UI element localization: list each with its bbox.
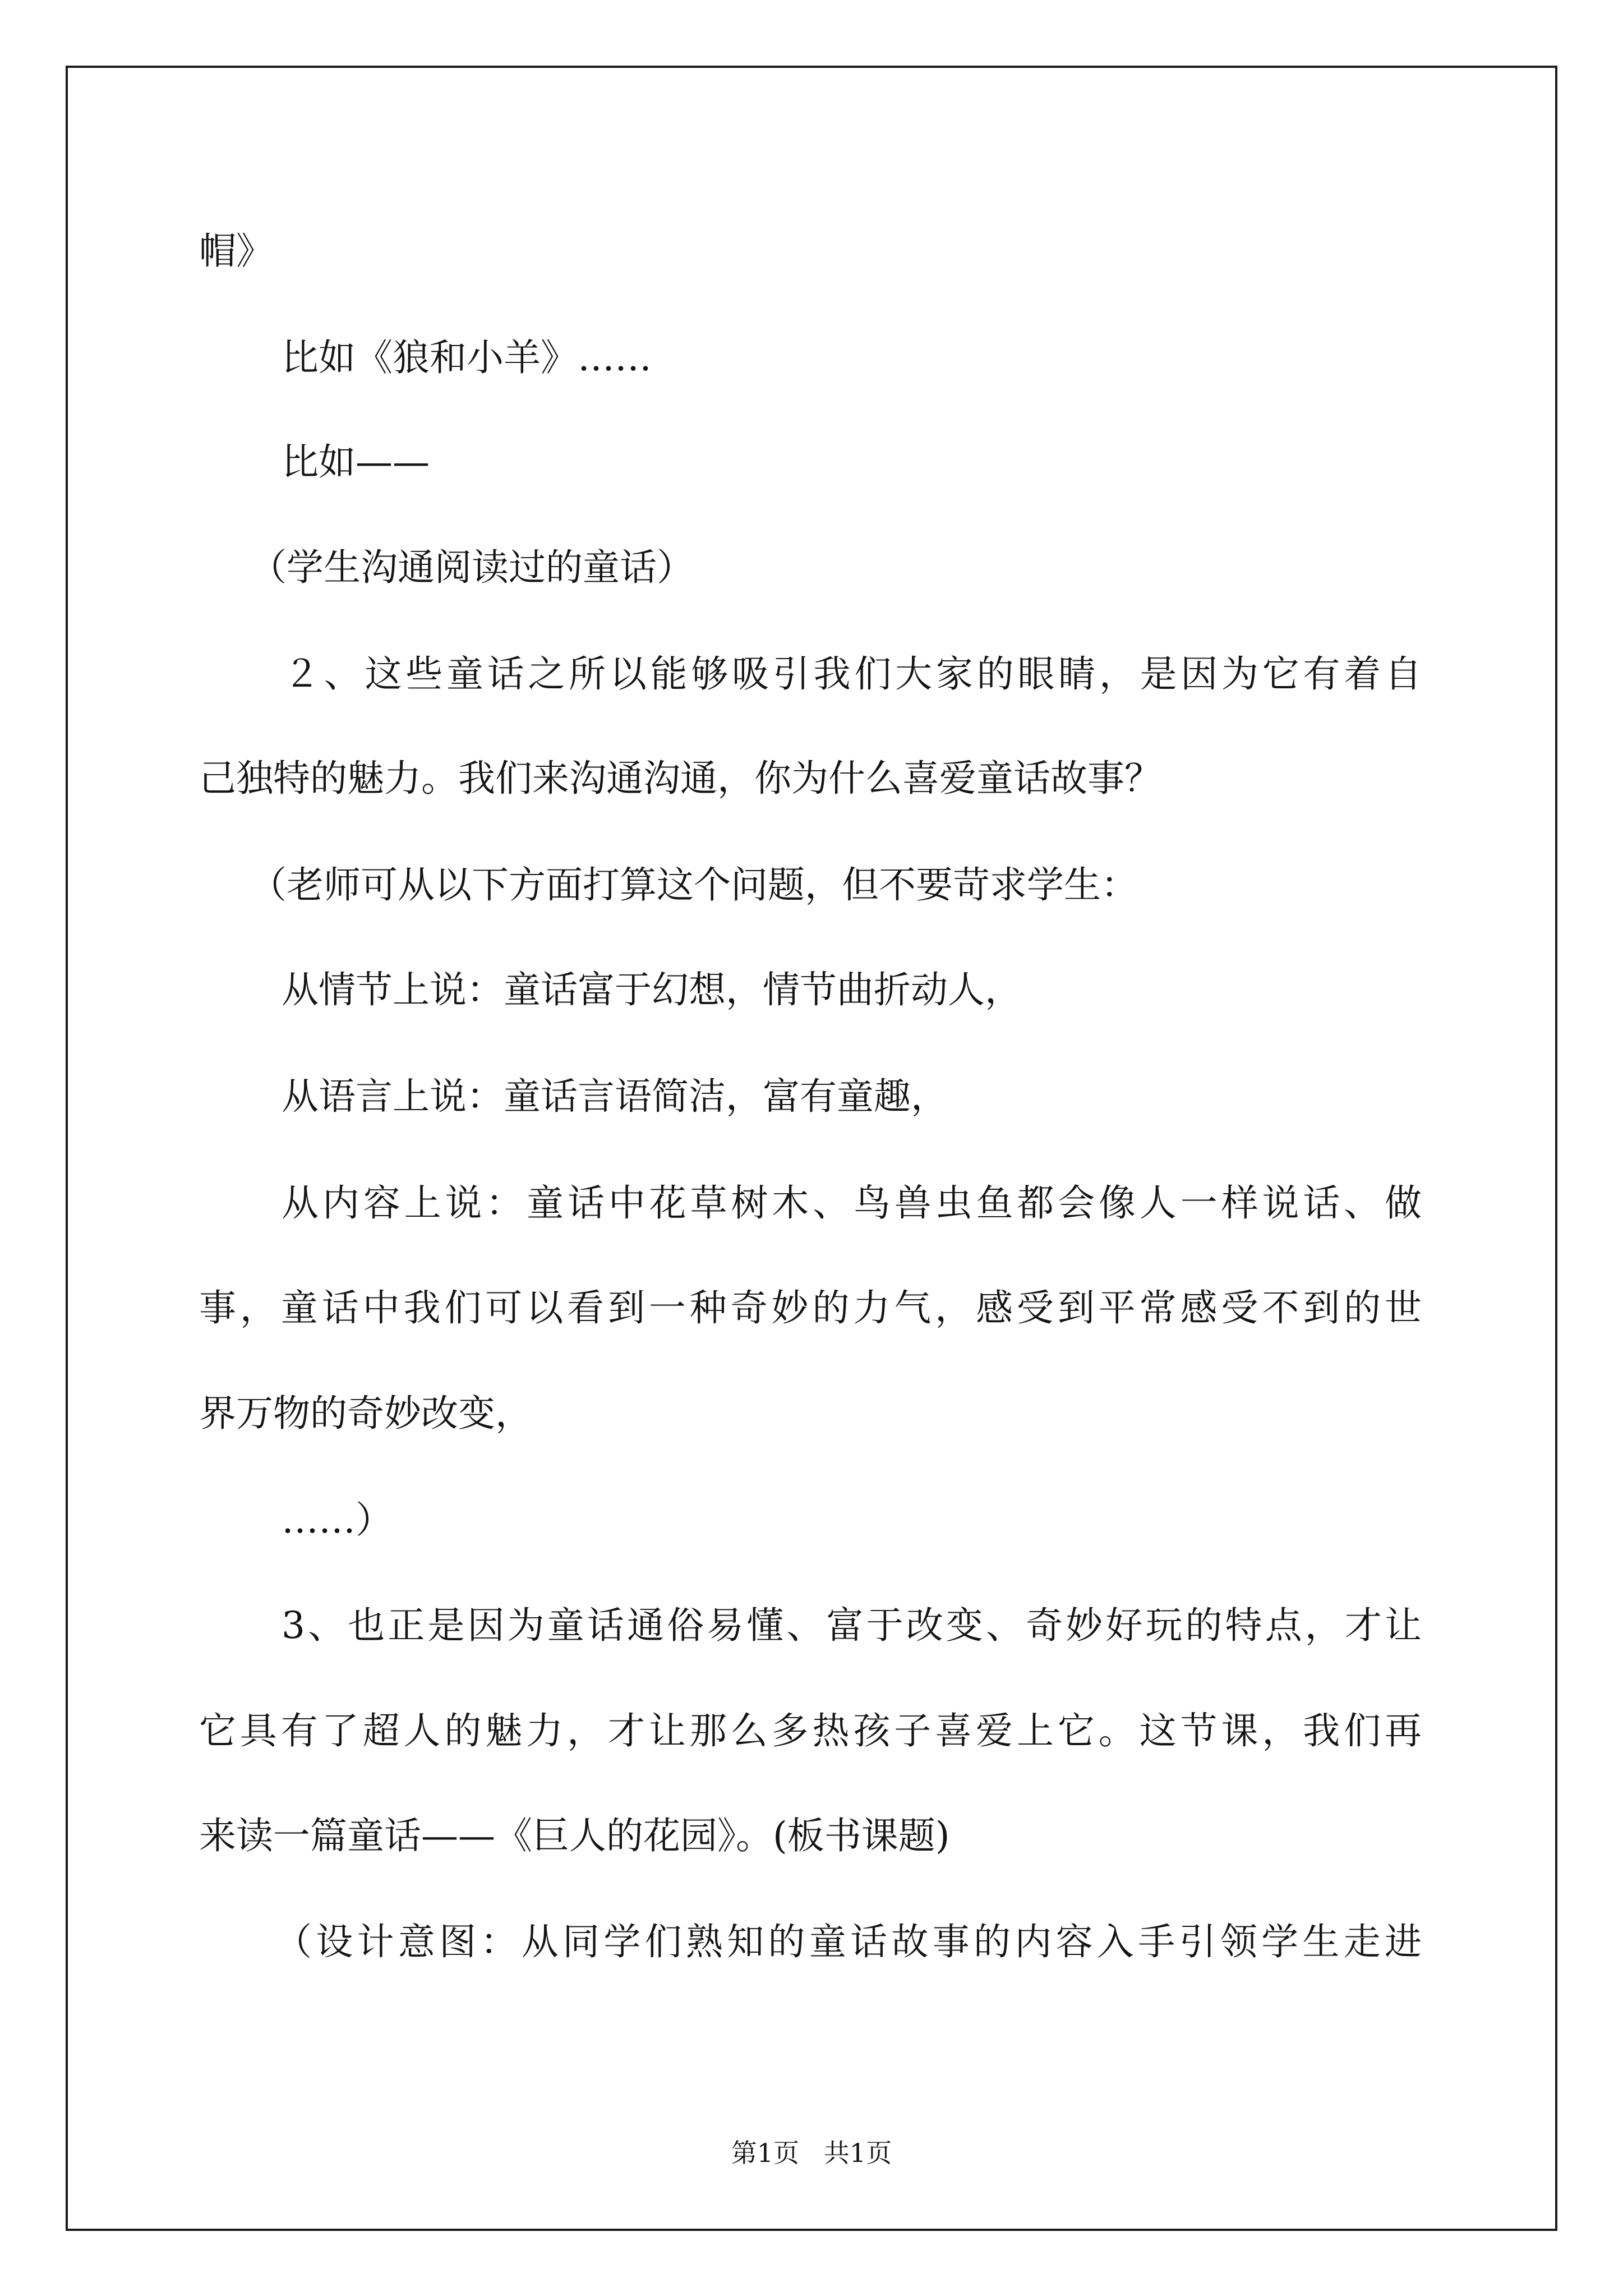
text-line-4: （学生沟通阅读过的童话） [250, 546, 694, 589]
page-border [66, 66, 1557, 2231]
text-line-10: 从内容上说：童话中花草树木、鸟兽虫鱼都会像人一样说话、做 [282, 1181, 1422, 1225]
text-line-6: 己独特的魅力。我们来沟通沟通，你为什么喜爱童话故事？ [199, 757, 1161, 800]
text-line-2: 比如《狼和小羊》…… [282, 336, 652, 379]
text-line-11: 事，童话中我们可以看到一种奇妙的力气，感受到平常感受不到的世 [199, 1286, 1422, 1329]
text-line-17: （设计意图：从同学们熟知的童话故事的内容入手引领学生走进 [275, 1920, 1422, 1963]
text-line-3: 比如—— [282, 440, 430, 484]
text-line-7: （老师可从以下方面打算这个问题，但不要苛求学生： [250, 863, 1138, 907]
text-line-13: ……） [282, 1498, 393, 1542]
text-line-12: 界万物的奇妙改变， [199, 1392, 532, 1435]
text-line-16: 来读一篇童话——《巨人的花园》。(板书课题) [199, 1814, 950, 1857]
text-line-15: 它具有了超人的魅力，才让那么多热孩子喜爱上它。这节课，我们再 [199, 1709, 1422, 1752]
text-line-1: 帽》 [199, 229, 273, 273]
text-line-5: ２、这些童话之所以能够吸引我们大家的眼睛，是因为它有着自 [283, 652, 1422, 696]
text-line-8: 从情节上说：童话富于幻想，情节曲折动人， [282, 968, 1022, 1011]
text-line-9: 从语言上说：童话言语简洁，富有童趣， [282, 1075, 948, 1118]
text-line-14: 3、也正是因为童话通俗易懂、富于改变、奇妙好玩的特点，才让 [282, 1604, 1422, 1647]
page-number-footer: 第1页 共1页 [731, 2138, 892, 2168]
